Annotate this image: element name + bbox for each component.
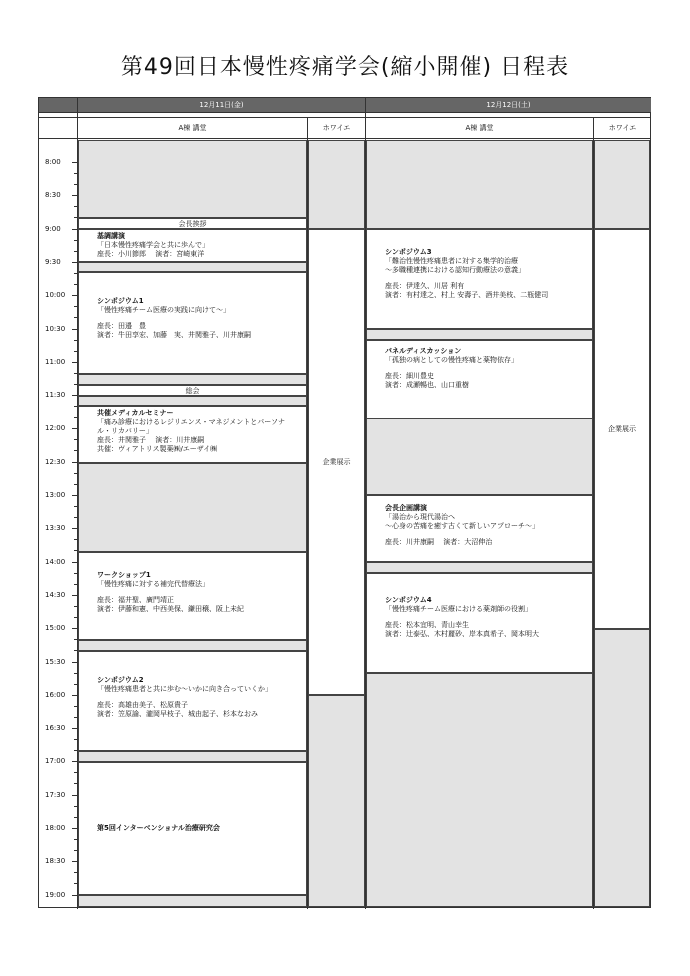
- time-tick-minor: [74, 883, 78, 884]
- time-label: 8:00: [45, 158, 61, 166]
- time-tick-minor: [74, 806, 78, 807]
- time-tick: [72, 428, 78, 429]
- time-tick-minor: [74, 706, 78, 707]
- seminar-title: 共催メディカルセミナー: [97, 409, 174, 417]
- symposium-4: [366, 573, 593, 673]
- time-tick-minor: [74, 484, 78, 485]
- keynote-session: [78, 229, 307, 262]
- time-label: 14:00: [45, 558, 66, 566]
- break-slot: [366, 562, 593, 573]
- time-tick-minor: [74, 606, 78, 607]
- time-tick: [72, 195, 78, 196]
- symposium-3: [366, 229, 593, 329]
- president-lecture: [366, 495, 593, 562]
- time-tick-minor: [74, 650, 78, 651]
- column-foyer-dec12: ホワイエ: [608, 124, 637, 132]
- time-label: 13:00: [45, 491, 66, 499]
- time-tick-minor: [74, 517, 78, 518]
- time-tick-minor: [74, 251, 78, 252]
- panel-theme: 「孤独の病としての慢性疼痛と薬物依存」: [385, 356, 518, 364]
- time-tick-minor: [74, 550, 78, 551]
- symposium-1-chair: 座長：田邉 豊: [97, 322, 146, 330]
- time-tick: [72, 662, 78, 663]
- symposium-4-theme: 「慢性疼痛チーム医療における薬剤師の役割」: [385, 605, 532, 613]
- time-tick: [72, 395, 78, 396]
- symposium-1-theme: 「慢性疼痛チーム医療の実践に向けて〜」: [97, 306, 230, 314]
- empty-slot: [366, 140, 593, 229]
- time-label: 18:00: [45, 824, 66, 832]
- symposium-1-title: シンポジウム1: [97, 297, 144, 305]
- workshop-1-chair: 座長：福井聖、廣門靖正: [97, 596, 174, 604]
- symposium-3-theme-line2: 〜多職種連携における認知行動療法の意義」: [385, 266, 525, 274]
- time-tick-minor: [74, 673, 78, 674]
- keynote-theme: 「日本慢性疼痛学会と共に歩んで」: [97, 241, 209, 249]
- time-tick-minor: [74, 439, 78, 440]
- time-tick-minor: [74, 340, 78, 341]
- sponsored-seminar: [78, 406, 307, 463]
- time-tick: [72, 362, 78, 363]
- time-tick-minor: [74, 717, 78, 718]
- time-tick: [72, 329, 78, 330]
- symposium-1: [78, 272, 307, 374]
- seminar-sponsors: 共催：ヴィアトリス製薬㈱/エーザイ㈱: [97, 445, 218, 453]
- time-tick-minor: [74, 684, 78, 685]
- day-header-dec12: 12月12日(土): [366, 98, 651, 112]
- time-label: 17:30: [45, 791, 66, 799]
- time-tick: [72, 162, 78, 163]
- symposium-3-theme-line1: 「難治性慢性疼痛患者に対する集学的治療: [385, 257, 518, 265]
- intervention-title: 第5回インターベンショナル治療研究会: [97, 824, 220, 832]
- divider: [39, 117, 650, 118]
- symposium-1-speakers: 演者：牛田享宏、加藤 実、井関雅子、川井康嗣: [97, 331, 251, 339]
- time-tick: [72, 795, 78, 796]
- time-tick: [72, 495, 78, 496]
- empty-slot: [366, 418, 593, 495]
- symposium-2-theme: 「慢性疼痛患者と共に歩む〜いかに向き合っていくか」: [97, 685, 272, 693]
- day-header-blank: [39, 98, 77, 112]
- workshop-1-title: ワークショップ1: [97, 571, 151, 579]
- symposium-2: [78, 651, 307, 751]
- time-tick-minor: [74, 573, 78, 574]
- time-label: 16:30: [45, 724, 66, 732]
- president-lecture-speakers: 座長：川井康嗣 演者：大沼伸治: [385, 538, 493, 546]
- time-tick-minor: [74, 772, 78, 773]
- time-tick: [72, 761, 78, 762]
- time-tick-minor: [74, 384, 78, 385]
- time-tick: [72, 728, 78, 729]
- panel-title: パネルディスカッション: [385, 347, 462, 355]
- time-tick: [72, 628, 78, 629]
- time-label: 15:00: [45, 624, 66, 632]
- panel-speakers: 演者：成瀬暢也、山口重樹: [385, 381, 469, 389]
- time-tick: [72, 262, 78, 263]
- time-tick-minor: [74, 839, 78, 840]
- time-tick-minor: [74, 750, 78, 751]
- time-label: 10:30: [45, 325, 66, 333]
- empty-slot: [308, 695, 365, 907]
- empty-slot: [594, 629, 650, 907]
- president-lecture-title: 会長企画講演: [385, 504, 427, 512]
- time-tick-minor: [74, 317, 78, 318]
- exhibition-dec11: 企業展示: [308, 229, 365, 695]
- empty-slot: [78, 140, 307, 218]
- break-slot: [366, 329, 593, 340]
- time-tick-minor: [74, 473, 78, 474]
- time-tick-minor: [74, 351, 78, 352]
- time-tick-minor: [74, 584, 78, 585]
- time-tick-minor: [74, 284, 78, 285]
- break-slot: [78, 396, 307, 406]
- president-lecture-theme-line1: 「湯治から現代湯治へ: [385, 513, 455, 521]
- opening-address: 会長挨拶: [78, 218, 307, 229]
- divider: [39, 112, 650, 113]
- time-tick: [72, 462, 78, 463]
- seminar-speakers: 座長：井関雅子 演者：川井康嗣: [97, 436, 205, 444]
- column-hall-a-dec11: A棟 講堂: [178, 124, 207, 132]
- time-label: 14:30: [45, 591, 66, 599]
- time-label: 17:00: [45, 757, 66, 765]
- time-tick-minor: [74, 306, 78, 307]
- time-tick-minor: [74, 739, 78, 740]
- workshop-1-theme: 「慢性疼痛に対する補完代替療法」: [97, 580, 209, 588]
- time-tick-minor: [74, 450, 78, 451]
- time-label: 11:30: [45, 391, 66, 399]
- time-tick-minor: [74, 817, 78, 818]
- time-tick-minor: [74, 539, 78, 540]
- symposium-3-title: シンポジウム3: [385, 248, 432, 256]
- workshop-1-speakers: 演者：伊藤和憲、中西美保、鎌田穣、阪上未紀: [97, 605, 244, 613]
- symposium-2-title: シンポジウム2: [97, 676, 144, 684]
- time-tick-minor: [74, 783, 78, 784]
- symposium-4-chair: 座長：松本宜明、青山幸生: [385, 621, 469, 629]
- time-tick-minor: [74, 872, 78, 873]
- time-tick-minor: [74, 850, 78, 851]
- time-label: 12:00: [45, 424, 66, 432]
- time-tick-minor: [74, 617, 78, 618]
- time-tick-minor: [74, 373, 78, 374]
- time-tick-minor: [74, 173, 78, 174]
- time-label: 13:30: [45, 524, 66, 532]
- time-tick: [72, 595, 78, 596]
- time-label: 16:00: [45, 691, 66, 699]
- time-tick: [72, 562, 78, 563]
- time-tick-minor: [74, 506, 78, 507]
- empty-slot: [594, 140, 650, 229]
- time-label: 8:30: [45, 191, 61, 199]
- time-label: 19:00: [45, 891, 66, 899]
- time-tick: [72, 229, 78, 230]
- time-tick: [72, 695, 78, 696]
- empty-slot: [308, 140, 365, 229]
- panel-chair: 座長：細川豊史: [385, 372, 434, 380]
- time-label: 9:30: [45, 258, 61, 266]
- symposium-3-chair: 座長：伊達久、川居 利有: [385, 282, 465, 290]
- day-header-dec11: 12月11日(金): [78, 98, 365, 112]
- break-slot: [78, 262, 307, 272]
- time-label: 10:00: [45, 291, 66, 299]
- time-label: 11:00: [45, 358, 66, 366]
- column-hall-a-dec12: A棟 講堂: [465, 124, 494, 132]
- workshop-1: [78, 552, 307, 640]
- symposium-4-speakers: 演者：辻泰弘、木村麗砂、岸本真希子、岡本明大: [385, 630, 539, 638]
- time-tick-minor: [74, 406, 78, 407]
- keynote-speakers: 座長：小川節郎 演者：宮崎東洋: [97, 250, 205, 258]
- president-lecture-theme-line2: 〜心身の苦痛を癒す古くて新しいアプローチ〜」: [385, 522, 539, 530]
- divider: [39, 138, 650, 139]
- seminar-theme-line1: 「痛み診療におけるレジリエンス・マネジメントとパーソナ: [97, 418, 285, 426]
- intervention-meeting: [78, 762, 307, 895]
- page-title: 第49回日本慢性疼痛学会(縮小開催) 日程表: [120, 55, 570, 80]
- time-tick-minor: [74, 273, 78, 274]
- time-tick: [72, 528, 78, 529]
- empty-slot: [366, 673, 593, 907]
- time-tick-minor: [74, 206, 78, 207]
- time-label: 9:00: [45, 225, 61, 233]
- empty-slot: [78, 463, 307, 552]
- time-label: 18:30: [45, 857, 66, 865]
- schedule-table: [38, 97, 651, 908]
- break-slot: [78, 374, 307, 385]
- general-meeting: 総会: [78, 385, 307, 396]
- symposium-4-title: シンポジウム4: [385, 596, 432, 604]
- exhibition-dec12: 企業展示: [594, 229, 650, 629]
- time-tick-minor: [74, 240, 78, 241]
- time-tick: [72, 861, 78, 862]
- seminar-theme-line2: ル・リカバリー」: [97, 427, 153, 435]
- column-foyer-dec11: ホワイエ: [322, 124, 351, 132]
- time-tick: [72, 895, 78, 896]
- symposium-2-speakers: 演者：笠原諭、瀧岡早枝子、城由起子、杉本なおみ: [97, 710, 258, 718]
- empty-slot: [78, 895, 307, 907]
- time-tick-minor: [74, 417, 78, 418]
- time-tick-minor: [74, 217, 78, 218]
- time-label: 12:30: [45, 458, 66, 466]
- break-slot: [78, 751, 307, 762]
- time-tick: [72, 295, 78, 296]
- symposium-2-chair: 座長：高雄由美子、松原貴子: [97, 701, 188, 709]
- keynote-title: 基調講演: [97, 232, 125, 240]
- symposium-3-speakers: 演者：有村達之、村上 安壽子、酒井美枝、二瓶健司: [385, 291, 549, 299]
- time-label: 15:30: [45, 658, 66, 666]
- time-tick-minor: [74, 184, 78, 185]
- time-tick-minor: [74, 639, 78, 640]
- time-tick: [72, 828, 78, 829]
- break-slot: [78, 640, 307, 651]
